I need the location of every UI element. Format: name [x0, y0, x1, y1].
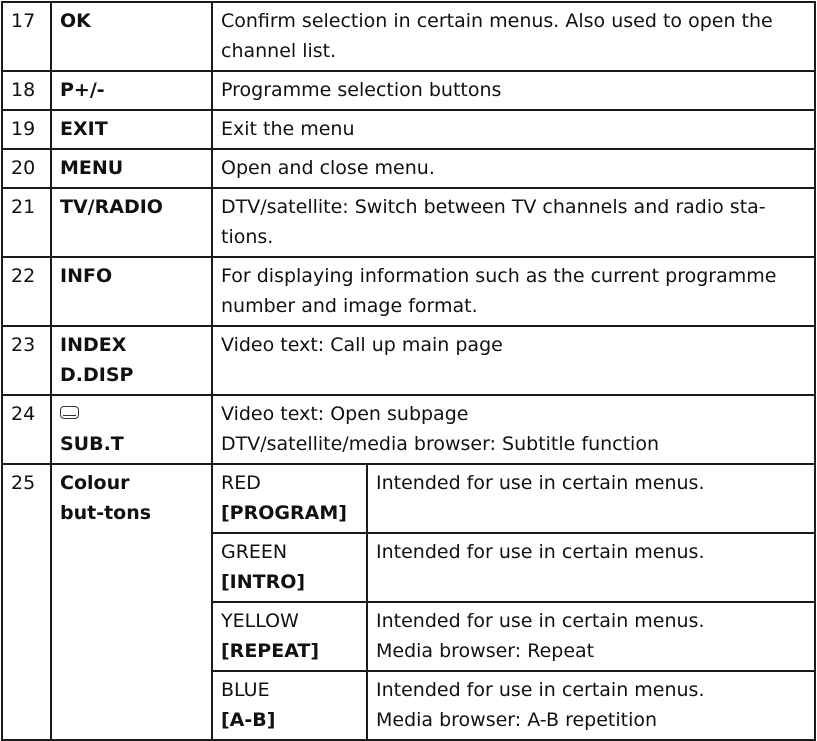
button-name: EXIT: [51, 110, 212, 149]
button-name-line: SUB.T: [60, 433, 124, 455]
button-description: Open and close menu.: [212, 149, 815, 188]
remote-control-button-table: [1, 1, 816, 741]
button-name: OK: [51, 2, 212, 71]
button-name-line: INDEX: [60, 334, 127, 356]
description-line: Intended for use in certain menus.: [376, 679, 705, 701]
colour-button-green: [212, 533, 367, 602]
colour-description: [367, 602, 815, 671]
table-row: [2, 395, 815, 464]
row-number: 23: [2, 326, 51, 395]
colour-function: [REPEAT]: [221, 640, 320, 662]
colour-button-yellow: [212, 602, 367, 671]
colour-function: [PROGRAM]: [221, 502, 347, 524]
button-description: Exit the menu: [212, 110, 815, 149]
button-description: DTV/satellite: Switch between TV channels and radio sta-tions.: [212, 188, 815, 257]
row-number: 17: [2, 2, 51, 71]
button-name: Colour but-tons: [51, 464, 212, 740]
description-line: Video text: Open subpage: [221, 403, 469, 425]
table-row: [2, 2, 815, 71]
description-line: Media browser: A-B repetition: [376, 709, 658, 731]
description-line: Intended for use in certain menus.: [376, 541, 705, 563]
colour-description: [367, 464, 815, 533]
button-name: [51, 395, 212, 464]
row-number: 18: [2, 71, 51, 110]
colour-name: YELLOW: [221, 610, 299, 632]
colour-function: [A-B]: [221, 709, 276, 731]
subtitle-icon: [60, 406, 79, 419]
description-line: Intended for use in certain menus.: [376, 610, 705, 632]
colour-function: [INTRO]: [221, 571, 306, 593]
row-number: 21: [2, 188, 51, 257]
button-description: For displaying information such as the current programme number and image format.: [212, 257, 815, 326]
colour-name: GREEN: [221, 541, 288, 563]
table-row: [2, 188, 815, 257]
table-row: [2, 257, 815, 326]
row-number: 22: [2, 257, 51, 326]
colour-description: [367, 533, 815, 602]
description-line: Media browser: Repeat: [376, 640, 595, 662]
button-name: P+/-: [51, 71, 212, 110]
colour-button-red: [212, 464, 367, 533]
button-name-line: D.DISP: [60, 364, 134, 386]
row-number: 25: [2, 464, 51, 740]
colour-name: BLUE: [221, 679, 270, 701]
button-description: [212, 395, 815, 464]
button-name: INFO: [51, 257, 212, 326]
button-name: TV/RADIO: [51, 188, 212, 257]
table-row: [2, 326, 815, 395]
button-description: Programme selection buttons: [212, 71, 815, 110]
row-number: 24: [2, 395, 51, 464]
button-description: Confirm selection in certain menus. Also used to open the channel list.: [212, 2, 815, 71]
button-description: Video text: Call up main page: [212, 326, 815, 395]
colour-description: [367, 671, 815, 740]
button-name: [51, 326, 212, 395]
table-row: [2, 464, 815, 533]
table-row: [2, 110, 815, 149]
button-name: MENU: [51, 149, 212, 188]
colour-button-blue: [212, 671, 367, 740]
table-row: [2, 149, 815, 188]
description-line: Intended for use in certain menus.: [376, 472, 705, 494]
row-number: 19: [2, 110, 51, 149]
row-number: 20: [2, 149, 51, 188]
colour-name: RED: [221, 472, 261, 494]
table-row: [2, 71, 815, 110]
description-line: DTV/satellite/media browser: Subtitle function: [221, 433, 660, 455]
